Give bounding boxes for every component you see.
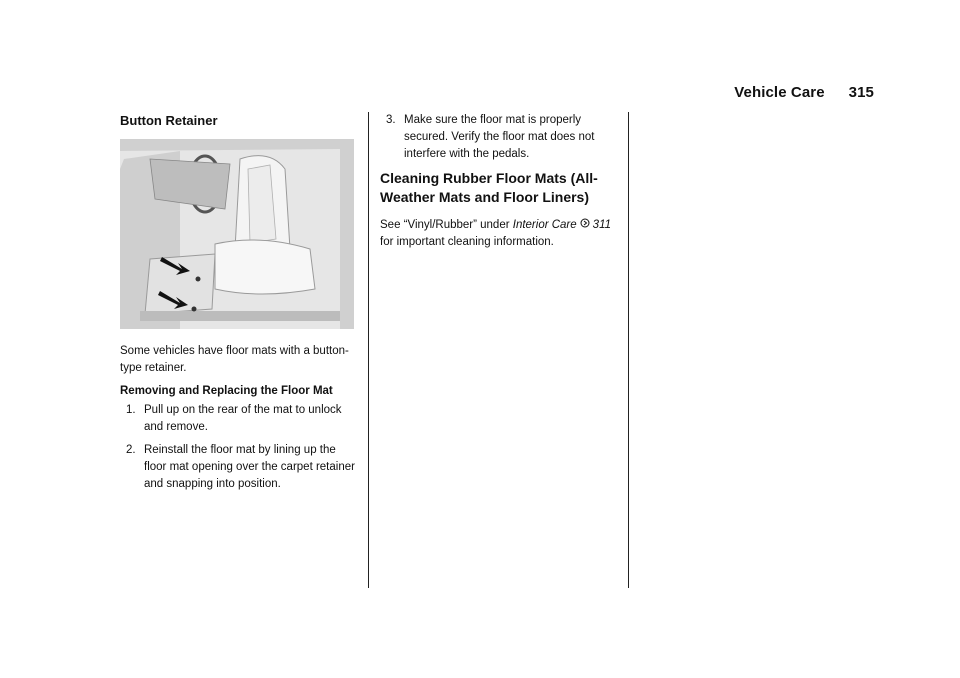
page-reference-icon	[580, 218, 590, 228]
step-text: Make sure the floor mat is properly secured. Verify the floor mat does not interfere with the pedals.	[404, 114, 595, 160]
step-number: 2.	[126, 444, 136, 456]
step-number: 3.	[386, 114, 396, 126]
list-item	[120, 402, 360, 436]
interior-care-link[interactable]: Interior Care	[512, 219, 577, 231]
section-heading-button-retainer: Button Retainer	[120, 113, 218, 128]
interior-care-page[interactable]: 311	[592, 219, 612, 231]
column-divider-2	[628, 112, 629, 588]
intro-paragraph: Some vehicles have floor mats with a button-type retainer.	[120, 345, 349, 374]
procedure-steps-continued	[380, 112, 620, 163]
page-header	[734, 84, 874, 101]
step-text: Reinstall the floor mat by lining up the floor mat opening over the carpet retainer and snapping into position.	[144, 444, 355, 490]
middle-column	[380, 112, 620, 257]
left-column	[120, 112, 360, 499]
step-text: Pull up on the rear of the mat to unlock and remove.	[144, 404, 342, 433]
procedure-heading: Removing and Replacing the Floor Mat	[120, 385, 333, 397]
step-number: 1.	[126, 404, 136, 416]
car-floor-mat-illustration	[120, 139, 354, 329]
cleaning-paragraph	[380, 217, 620, 251]
paragraph-prefix: See “Vinyl/Rubber” under	[380, 219, 513, 231]
paragraph-suffix: for important cleaning information.	[380, 236, 554, 248]
section-heading-cleaning-rubber-mats: Cleaning Rubber Floor Mats (All-Weather Mats and Floor Liners)	[380, 170, 598, 205]
section-title: Vehicle Care	[734, 84, 825, 101]
column-divider-1	[368, 112, 369, 588]
list-item	[120, 442, 360, 493]
page-number: 315	[848, 84, 874, 101]
procedure-steps	[120, 402, 360, 493]
list-item	[380, 112, 620, 163]
